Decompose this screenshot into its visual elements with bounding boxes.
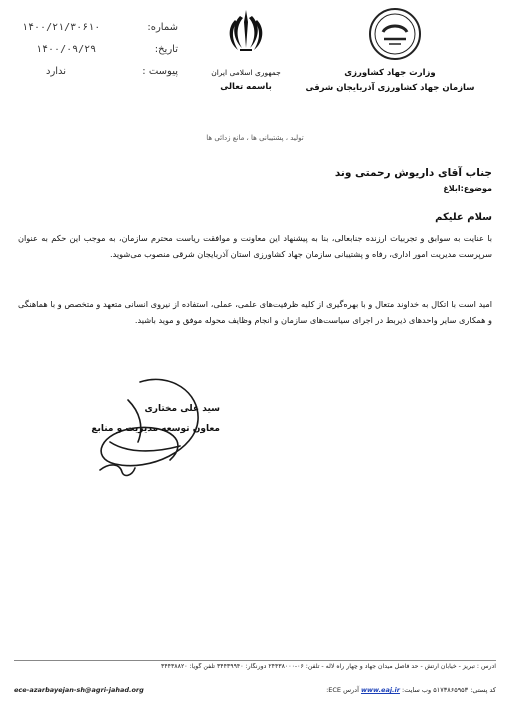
- basmala: باسمه تعالی: [220, 82, 272, 92]
- postal-and-website: [326, 686, 496, 694]
- greeting: سلام علیکم: [435, 212, 492, 223]
- republic-title: جمهوری اسلامی ایران: [211, 68, 281, 77]
- attachment-value: ندارد: [46, 66, 67, 77]
- date-label: تاریخ:: [154, 44, 178, 55]
- email-address[interactable]: ece-azarbayejan-sh@agri-jahad.org: [14, 686, 144, 694]
- footer-divider: [14, 660, 496, 661]
- signatory-title: معاون توسعه مدیریت و منابع: [91, 424, 220, 434]
- letter-meta: [18, 22, 178, 88]
- paragraph-1: با عنایت به سوابق و تجربیات ارزنده جنابعالی، بنا به پیشنهاد این معاونت و موافقت ریاست محترم سازمان، به موجب این حکم به عنوان سرپرست مدیریت امور اداری، رفاه و پشتیبانی سازمان جهاد کشاورزی استان آذربایجان شرقی منصوب می‌شوید.: [18, 233, 492, 259]
- number-row: [18, 22, 178, 44]
- attachment-label: پیوست :: [142, 66, 178, 77]
- iran-emblem-icon: [226, 8, 266, 54]
- jihad-agriculture-logo: [367, 6, 423, 62]
- subject: موضوع:ابلاغ: [443, 184, 492, 193]
- footer-address: آدرس : تبریز - خیابان ارتش - حد فاصل میدان جهاد و چهار راه لاله - تلفن: ۰۶-۲۴۴۳۸۰۰۰ دورنگار: ۳۴۴۳۹۹۴۰ تلفن گویا: ۳۴۴۳۸۸۲۰: [161, 663, 496, 670]
- recipient: جناب آقای داریوش رحمتی وند: [334, 167, 492, 179]
- ministry-name: وزارت جهاد کشاورزی: [344, 68, 436, 78]
- organization-name: سازمان جهاد کشاورزی آذربایجان شرقی: [305, 83, 475, 93]
- letter-date: ۱۴۰۰/۰۹/۲۹: [36, 44, 97, 55]
- email-label: آدرس ECE:: [326, 686, 359, 694]
- signatory-name: سید علی مختاری: [144, 404, 220, 414]
- slogan: تولید ، پشتیبانی ها ، مانع زدائی ها: [206, 134, 304, 142]
- paragraph-2: امید است با اتکال به خداوند متعال و با بهره‌گیری از کلیه ظرفیت‌های علمی، عملی، استفاده از نیروی انسانی متعهد و متخصص و با هماهنگی و همکاری سایر واحدهای ذیربط در اجرای سیاست‌های سازمان و انجام وظایف محوله موفق و موید باشید.: [18, 299, 492, 325]
- website-link[interactable]: www.eaj.ir: [360, 686, 400, 694]
- postal-code: کد پستی: ۵۱۷۳۸۶۵۹۵۳ وب سایت:: [402, 686, 496, 694]
- letter-number: ۱۴۰۰/۲۱/۳۰۶۱۰: [22, 22, 101, 33]
- attachment-row: [18, 66, 178, 88]
- number-label: شماره:: [147, 22, 178, 33]
- date-row: [18, 44, 178, 66]
